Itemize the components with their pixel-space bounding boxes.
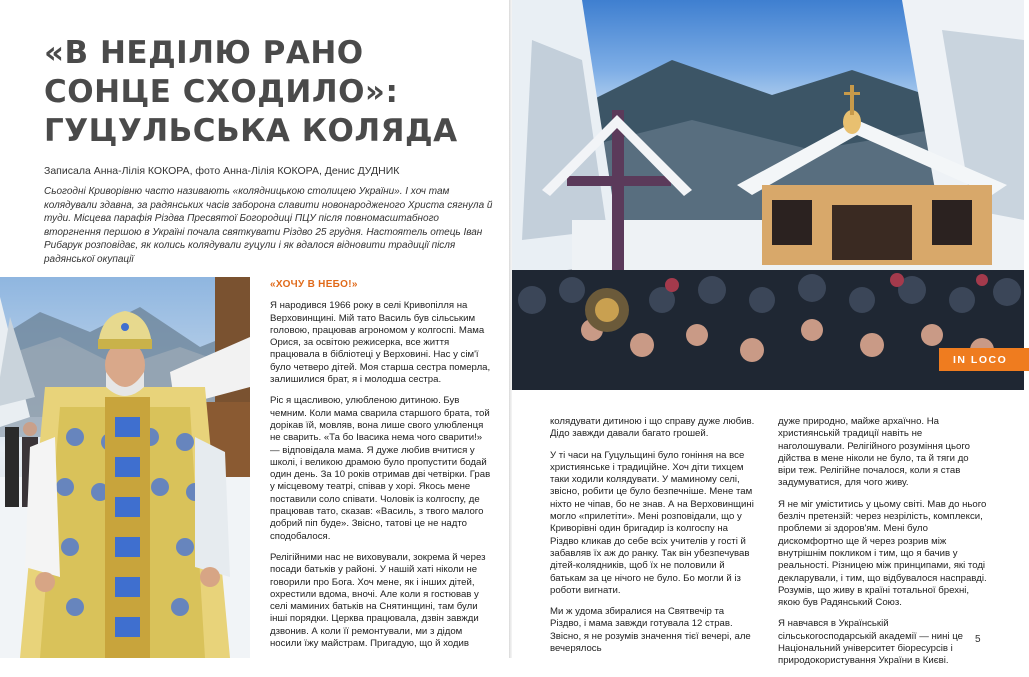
paragraph: Я навчався в Українській сільськогосподарській академії — нині це Національний університет біоресурсів і природокористування України в Києві.	[778, 618, 963, 667]
church-photo-illustration	[512, 0, 1024, 390]
article-column-right-2	[778, 416, 988, 677]
headline-line-3: ГУЦУЛЬСЬКА КОЛЯДА	[44, 113, 458, 149]
paragraph: Я не міг уміститись у цьому світі. Мав до нього безліч претензій: через незрілість, комплекси, проблеми зі здоров'ям. Мені було дискомфортно ще й через розрив між внутрішнім покликом і тим, що я бачив у реальності. Різницею між принципами, які тоді декларували, і тим, що відбувалося насправді. Розумів, що живу в країні тотальної брехні, якою був Радянський Союз.	[778, 498, 987, 609]
left-page	[0, 0, 510, 658]
paragraph: Ріс я щасливою, улюбленою дитиною. Був чемним. Коли мама сварила старшого брата, той дорікав їй, мовляв, вона лише свого улюбленця не сварить. «Та бо Івасика нема чого сварити!» — відповідала мама. Я дуже любив вчитися у школі, і великою драмою було пропустити бодай один день. За 10 років отримав дві четвірки. Грав у місцевому театрі, співав у хорі. Якось мене поставили соло співати. Чоловік із колгоспу, де працював тато, сказав: «Василь, з твого малого добрий піп буде». Звісно, татові це не надто сподобалося.	[270, 395, 491, 542]
article-column-left	[270, 279, 492, 659]
paragraph: Релігійними нас не виховували, зокрема й через посади батьків у районі. У нашій хаті ніколи не говорили про Бога. Хоч мене, як і інших дітей, охрестили вдома, вночі. Але коли я гостював у селі маминих батьків на Снятинщині, там були інші порядки. Церква працювала, дзвін завжди дзвонив. А коли її ремонтували, ми з дідом носили їжу майстрам. Пригадую, що й ходив	[270, 551, 486, 650]
article-column-right-1	[550, 416, 755, 664]
section-subheading: «ХОЧУ В НЕБО!»	[270, 279, 358, 290]
page-number: 5	[975, 634, 981, 645]
paragraph: дуже природно, майже архаїчно. На християнській традиції навіть не наголошували. Релігійного розуміння цього дійства в мене ніколи не було, та й тяги до віри теж. Релігійне почалося, коли я став задумуватися, для чого живу.	[778, 416, 971, 489]
paragraph: колядувати дитиною і що справу дуже любив. Дідо завжди давали багато грошей.	[550, 416, 755, 440]
headline-line-1: «В НЕДІЛЮ РАНО	[44, 35, 364, 71]
author-credits: Записала Анна-Лілія КОКОРА, фото Анна-Лілія КОКОРА, Денис ДУДНИК	[44, 165, 400, 177]
right-page	[512, 0, 1024, 667]
priest-photo-illustration	[0, 277, 250, 658]
paragraph: У ті часи на Гуцульщині було гоніння на все християнське і традиційне. Хоч діти тихцем таки ходили колядувати. У маминому селі, звісно, робити це було безпечніше. Мене там ніхто не чіпав, бо не знав. А на Верховинщині могло «прилетіти». Мені розповідали, що у Криворівні один бригадир із колгоспу на Різдво кликав до себе всіх учителів у гості й забавляв їх аж до ранку. Так він убезпечував дітей-колядників, щоб їх не половили й батькам за це нічого не було. Бо могли й із роботи вигнати.	[550, 449, 754, 596]
paragraph: Я народився 1966 року в селі Кривопілля на Верховинщині. Мій тато Василь був сільським головою, працював агрономом у колгоспі. Мама Орися, за освітою режисерка, все життя працювала в бібліотеці у Верховині. Нас у сім'ї було четверо дітей. Моя старша сестра померла, залишилися брат, я і молодша сестра.	[270, 300, 491, 386]
article-headline	[44, 34, 494, 151]
church-crowd-photo	[512, 0, 1024, 390]
priest-portrait-photo	[0, 277, 250, 658]
headline-line-2: СОНЦЕ СХОДИЛО»:	[44, 74, 399, 110]
lead-paragraph: Сьогодні Криворівню часто називають «колядницькою столицею України». І хоч там колядували здавна, за радянських часів заборона славити новонародженого Христа сягнула й туди. Місцева парафія Різдва Пресвятої Богородиці ПЦУ після повномасштабного вторгнення першою в Україні почала святкувати Різдво 25 грудня. Настоятель отець Іван Рибарук розповідає, як колись колядували гуцули і як вдалося відновити традиції після радянської окупації	[44, 186, 493, 265]
paragraph: Ми ж удома збиралися на Святвечір та Різдво, і мама завжди готувала 12 страв. Звісно, я не розумів значення тієї вечері, але вечерялось	[550, 606, 751, 655]
section-tag: IN LOCO	[939, 348, 1029, 371]
